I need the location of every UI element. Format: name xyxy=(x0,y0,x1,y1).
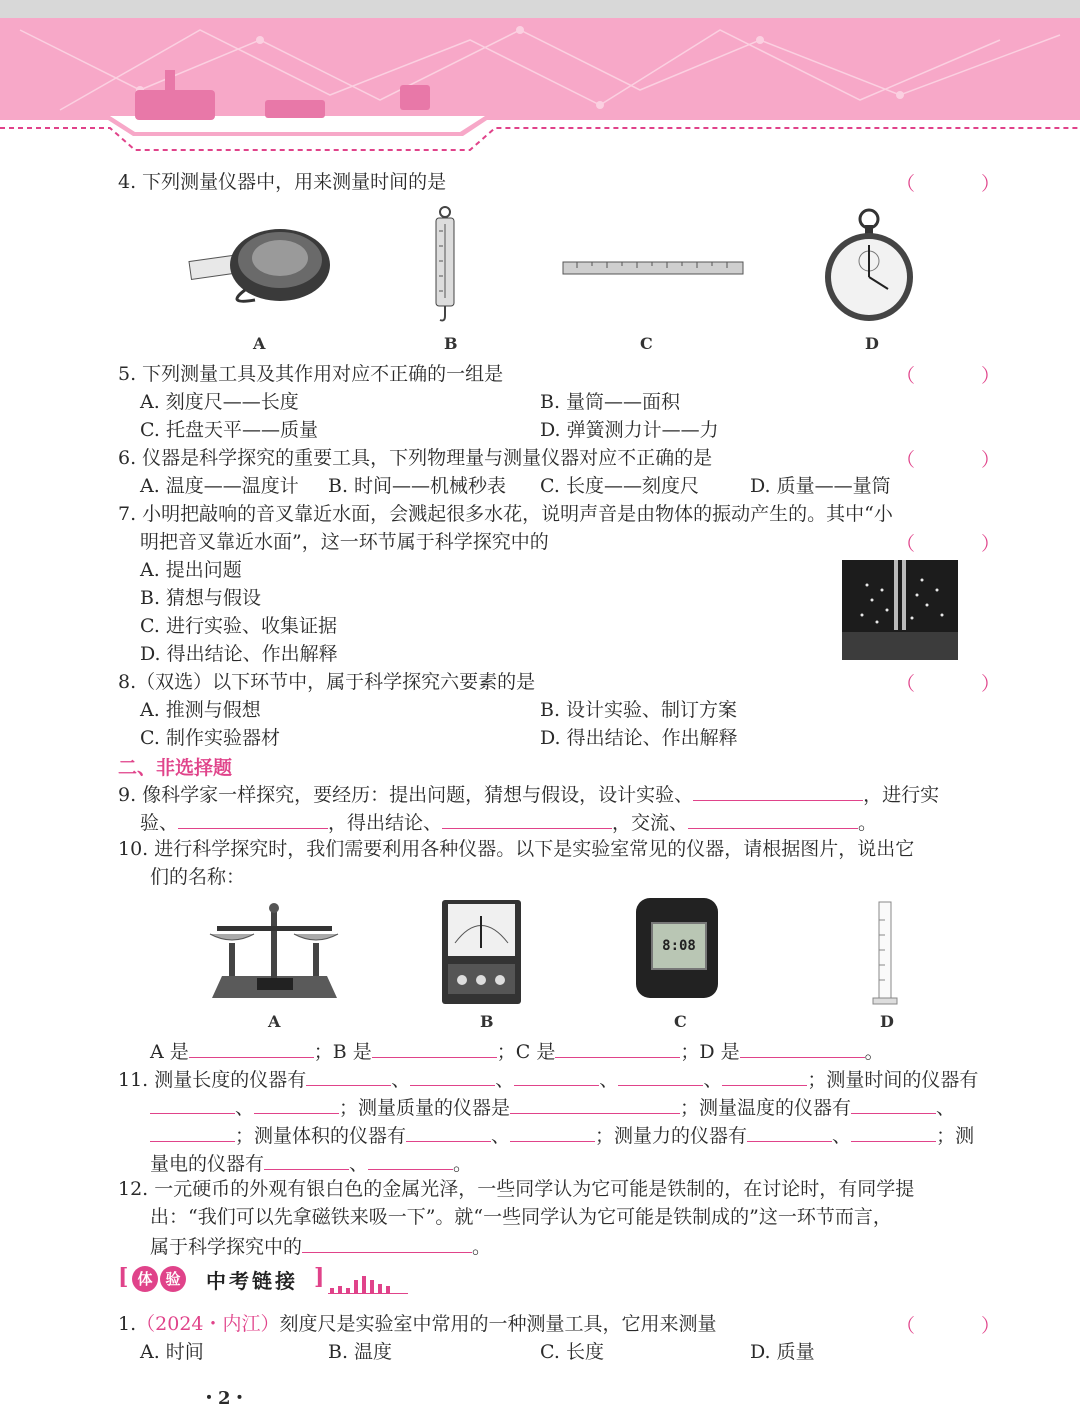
q11-sep: 、 xyxy=(703,1069,723,1091)
q4-label-a: A xyxy=(253,334,266,353)
q9-blank-1[interactable] xyxy=(693,780,863,801)
q11-sep: 、 xyxy=(235,1097,255,1119)
q11-sep: 、 xyxy=(495,1069,515,1091)
q10-label-a: A xyxy=(268,1012,281,1031)
digital-stopwatch-image xyxy=(636,898,718,998)
q9-text-a: 9. 像科学家一样探究，要经历：提出问题，猜想与假设，设计实验、 xyxy=(118,784,694,806)
q11-blank-5[interactable] xyxy=(722,1065,807,1086)
q7-stem-line2: 明把音叉靠近水面”，这一环节属于科学探究中的 xyxy=(140,531,549,553)
q11-sep: 、 xyxy=(391,1069,411,1091)
q6-option-b[interactable]: B. 时间——机械秒表 xyxy=(328,475,507,497)
q10-label-b: B xyxy=(480,1012,494,1031)
spring-scale-image xyxy=(430,206,460,324)
q12-blank[interactable] xyxy=(302,1232,472,1253)
q11-blank-15[interactable] xyxy=(264,1149,349,1170)
q9-blank-3[interactable] xyxy=(442,808,612,829)
z1-answer-paren[interactable]: （ ） xyxy=(896,1315,1031,1337)
q12-line1: 12. 一元硬币的外观有银白色的金属光泽，一些同学认为它可能是铁制的，在讨论时，有同学提 xyxy=(118,1178,915,1200)
z1-option-b[interactable]: B. 温度 xyxy=(328,1341,393,1363)
q11-text-d: ；测量温度的仪器有 xyxy=(680,1097,852,1119)
q10-label-c: C xyxy=(674,1012,687,1031)
q11-line2 xyxy=(150,1093,955,1122)
q11-text-a: 11. 测量长度的仪器有 xyxy=(118,1069,307,1091)
page-number: ・2・ xyxy=(200,1388,249,1409)
banner-badge-2: 验 xyxy=(160,1266,186,1292)
q6-option-a[interactable]: A. 温度——温度计 xyxy=(140,475,299,497)
header-banner xyxy=(0,0,1080,160)
q4-stem: 4. 下列测量仪器中，用来测量时间的是 xyxy=(118,171,447,193)
q11-blank-8[interactable] xyxy=(510,1093,680,1114)
q4-answer-paren[interactable]: （ ） xyxy=(896,173,1031,195)
q9-line1 xyxy=(118,780,939,809)
q9-text-b: ，进行实 xyxy=(863,784,940,806)
z1-option-c[interactable]: C. 长度 xyxy=(540,1341,604,1363)
q11-blank-14[interactable] xyxy=(851,1121,936,1142)
q6-option-c[interactable]: C. 长度——刻度尺 xyxy=(540,475,699,497)
ruler-image xyxy=(562,260,744,276)
z1-option-d[interactable]: D. 质量 xyxy=(750,1341,815,1363)
q11-blank-16[interactable] xyxy=(368,1149,453,1170)
q4-label-b: B xyxy=(444,334,458,353)
balance-scale-image xyxy=(202,898,347,1008)
q9-text-e: ，交流、 xyxy=(612,812,689,834)
q11-sep: 、 xyxy=(491,1125,511,1147)
q11-blank-12[interactable] xyxy=(510,1121,595,1142)
q9-blank-4[interactable] xyxy=(688,808,858,829)
q8-option-b[interactable]: B. 设计实验、制订方案 xyxy=(540,699,738,721)
q11-text-h: 量电的仪器有 xyxy=(150,1153,265,1175)
banner-title: 中考链接 xyxy=(206,1269,298,1293)
z1-source: （2024・内江） xyxy=(136,1313,280,1335)
q7-stem-line1: 7. 小明把敲响的音叉靠近水面，会溅起很多水花，说明声音是由物体的振动产生的。其中“小 xyxy=(118,503,893,525)
measuring-cylinder-image xyxy=(870,900,900,1008)
q8-option-d[interactable]: D. 得出结论、作出解释 xyxy=(540,727,738,749)
q8-stem: 8.（双选）以下环节中，属于科学探究六要素的是 xyxy=(118,671,536,693)
banner-bracket-right: ] xyxy=(314,1264,325,1290)
section-heading-nonchoice: 二、非选择题 xyxy=(118,757,233,779)
tape-measure-image xyxy=(185,220,335,305)
q11-line4 xyxy=(150,1149,472,1178)
q12-line3 xyxy=(150,1232,491,1261)
q11-text-g: ；测 xyxy=(936,1125,975,1147)
q11-blank-9[interactable] xyxy=(851,1093,936,1114)
q6-answer-paren[interactable]: （ ） xyxy=(896,449,1031,471)
q10-answer-line xyxy=(150,1037,884,1066)
q9-text-c: 验、 xyxy=(140,812,179,834)
q10-blank-d[interactable] xyxy=(740,1037,865,1058)
q11-blank-13[interactable] xyxy=(747,1121,832,1142)
q11-blank-7[interactable] xyxy=(254,1093,339,1114)
ammeter-image xyxy=(440,898,523,1006)
q11-line1 xyxy=(118,1065,978,1094)
banner-badge-1: 体 xyxy=(132,1266,158,1292)
q5-option-b[interactable]: B. 量筒——面积 xyxy=(540,391,681,413)
q11-text-e: ；测量体积的仪器有 xyxy=(235,1125,407,1147)
q9-text-d: ，得出结论、 xyxy=(328,812,443,834)
q10-stem-line1: 10. 进行科学探究时，我们需要利用各种仪器。以下是实验室常见的仪器，请根据图片，说出它 xyxy=(118,838,915,860)
q5-option-c[interactable]: C. 托盘天平——质量 xyxy=(140,419,318,441)
q7-option-d[interactable]: D. 得出结论、作出解释 xyxy=(140,643,338,665)
q5-answer-paren[interactable]: （ ） xyxy=(896,365,1031,387)
stopwatch-display: 8:08 xyxy=(651,922,707,970)
q9-text-f: 。 xyxy=(858,812,878,834)
q6-stem: 6. 仪器是科学探究的重要工具，下列物理量与测量仪器对应不正确的是 xyxy=(118,447,713,469)
q11-text-b: ；测量时间的仪器有 xyxy=(807,1069,979,1091)
q11-blank-2[interactable] xyxy=(410,1065,495,1086)
q11-text-c: ；测量质量的仪器是 xyxy=(339,1097,511,1119)
q11-blank-6[interactable] xyxy=(150,1093,235,1114)
z1-option-a[interactable]: A. 时间 xyxy=(140,1341,204,1363)
banner-bracket-left: [ xyxy=(118,1264,129,1290)
q7-option-b[interactable]: B. 猜想与假设 xyxy=(140,587,262,609)
q11-line3 xyxy=(150,1121,974,1150)
q8-answer-paren[interactable]: （ ） xyxy=(896,673,1031,695)
q10-blank-c[interactable] xyxy=(555,1037,680,1058)
q11-blank-11[interactable] xyxy=(406,1121,491,1142)
q11-text-end: 。 xyxy=(453,1153,473,1175)
q7-option-c[interactable]: C. 进行实验、收集证据 xyxy=(140,615,337,637)
q5-option-a[interactable]: A. 刻度尺——长度 xyxy=(140,391,299,413)
q10-text-end: 。 xyxy=(864,1041,884,1063)
q10-stem-line2: 们的名称： xyxy=(150,866,246,888)
q11-sep: 、 xyxy=(832,1125,852,1147)
stopwatch-image xyxy=(822,205,917,325)
q4-label-d: D xyxy=(865,334,879,353)
q10-text-c: ；C 是 xyxy=(496,1041,556,1063)
q10-text-b: ；B 是 xyxy=(313,1041,372,1063)
q9-blank-2[interactable] xyxy=(178,808,328,829)
q12-text-line3: 属于科学探究中的 xyxy=(150,1236,303,1258)
q12-text-end: 。 xyxy=(472,1236,492,1258)
q11-blank-1[interactable] xyxy=(306,1065,391,1086)
q5-option-d[interactable]: D. 弹簧测力计——力 xyxy=(540,419,719,441)
q11-sep: 、 xyxy=(599,1069,619,1091)
q4-label-c: C xyxy=(640,334,653,353)
q8-option-c[interactable]: C. 制作实验器材 xyxy=(140,727,280,749)
exam-link-banner xyxy=(118,1264,408,1294)
q11-sep: 、 xyxy=(349,1153,369,1175)
q10-text-d: ；D 是 xyxy=(680,1041,740,1063)
q10-label-d: D xyxy=(880,1012,894,1031)
q11-blank-3[interactable] xyxy=(514,1065,599,1086)
q9-line2 xyxy=(140,808,877,837)
banner-bars-decoration xyxy=(328,1270,408,1294)
q11-blank-10[interactable] xyxy=(150,1121,235,1142)
q12-line2: 出：“我们可以先拿磁铁来吸一下”。就“一些同学认为它可能是铁制成的”这一环节而言， xyxy=(150,1206,892,1228)
q7-option-a[interactable]: A. 提出问题 xyxy=(140,559,242,581)
q11-text-f: ；测量力的仪器有 xyxy=(595,1125,748,1147)
z1-number: 1. xyxy=(118,1313,137,1335)
q10-text-a: A 是 xyxy=(150,1041,189,1063)
z1-text: 刻度尺是实验室中常用的一种测量工具，它用来测量 xyxy=(279,1313,717,1335)
tuning-fork-water-photo xyxy=(842,560,958,660)
q6-option-d[interactable]: D. 质量——量筒 xyxy=(750,475,891,497)
z1-stem xyxy=(118,1311,717,1338)
q7-answer-paren[interactable]: （ ） xyxy=(896,533,1031,555)
q11-sep: 、 xyxy=(936,1097,956,1119)
q5-stem: 5. 下列测量工具及其作用对应不正确的一组是 xyxy=(118,363,504,385)
q10-blank-b[interactable] xyxy=(372,1037,497,1058)
q8-option-a[interactable]: A. 推测与假想 xyxy=(140,699,261,721)
q10-blank-a[interactable] xyxy=(189,1037,314,1058)
q11-blank-4[interactable] xyxy=(618,1065,703,1086)
